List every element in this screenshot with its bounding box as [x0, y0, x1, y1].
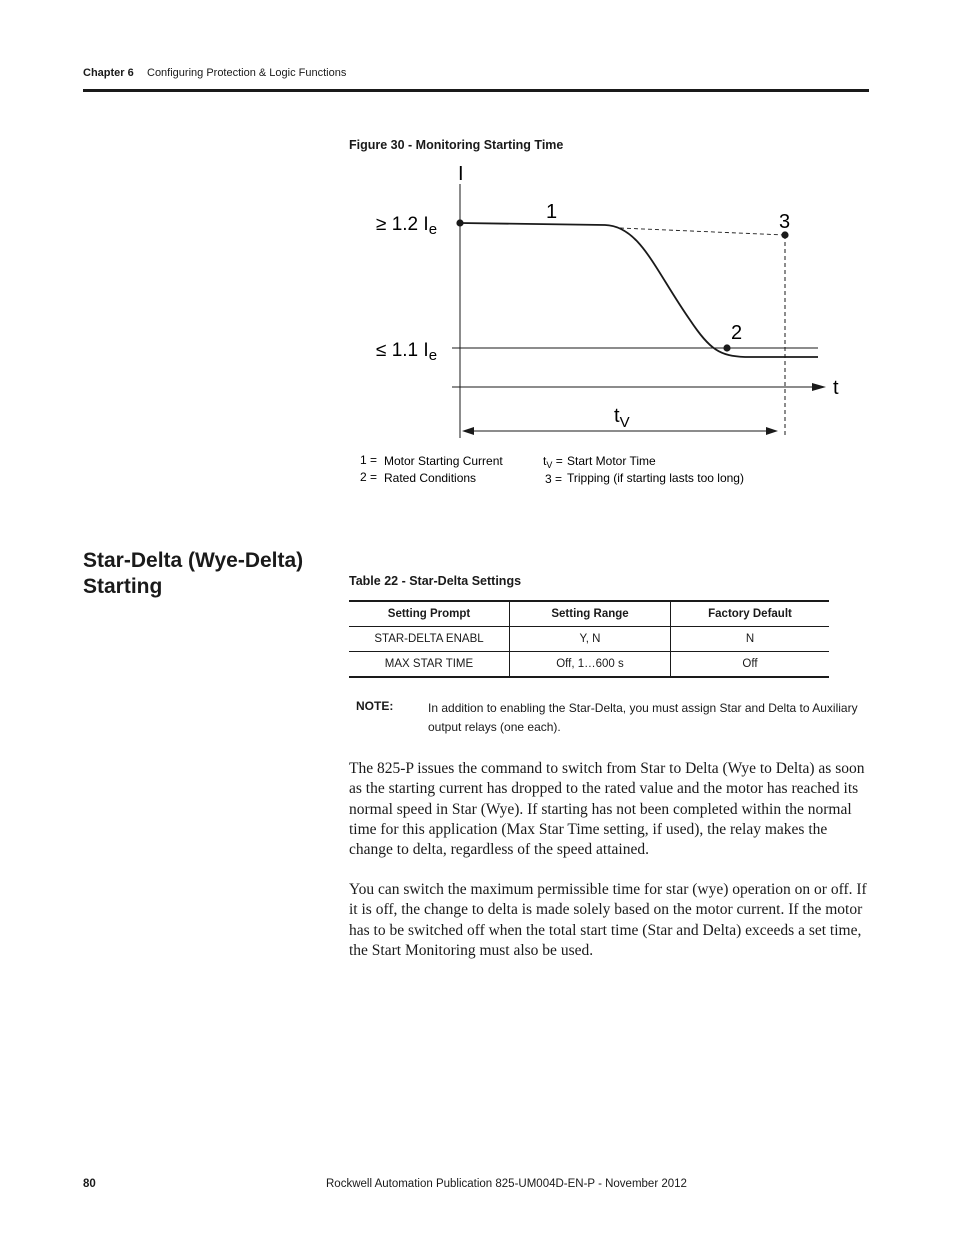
body-paragraph: You can switch the maximum permissible time for star (wye) operation on or off. If it is off, the change to delta is made solely based on the motor current. If the motor has to be switched off when the total start time (Star and Delta) exceeds a set time, the Start Monitoring must also be used.	[349, 881, 867, 959]
cell-factory-default: N	[671, 627, 830, 652]
point-2-label: 2	[731, 322, 743, 344]
body-paragraph: The 825-P issues the command to switch from Star to Delta (Wye to Delta) as soon as the starting current has dropped to the rated value and the motor has reached its normal speed in Star (Wye). If starting has not been completed within the normal time for this application (Max Star Time setting, if used), the relay makes the change to delta, regardless of the speed attained.	[349, 760, 865, 859]
table-header-row	[349, 601, 829, 627]
point-1-label: 1	[546, 201, 558, 223]
monitoring-starting-time-diagram	[350, 160, 850, 500]
legend-3-text: Tripping (if starting lasts too long)	[567, 471, 744, 485]
cell-setting-range: Y, N	[510, 627, 671, 652]
y-axis-label: I	[458, 163, 464, 185]
point-2-marker	[723, 344, 730, 351]
section-heading: Star-Delta (Wye-Delta) Starting	[83, 549, 304, 598]
table-caption: Table 22 - Star-Delta Settings	[349, 574, 522, 588]
level-high-label: ≥ 1.2 $I_e$	[376, 214, 438, 238]
chapter-label: Chapter 6	[83, 67, 134, 79]
note-label: NOTE:	[356, 699, 394, 713]
x-axis-label: t	[833, 377, 839, 399]
tv-arrow-left	[462, 427, 474, 435]
note-text: In addition to enabling the Star-Delta, you must assign Star and Delta to Auxiliary output relays (one each).	[428, 701, 858, 734]
legend-tv-symbol: $t_V$ =	[543, 454, 563, 470]
legend-tv-text: Start Motor Time	[567, 454, 656, 468]
table-row	[349, 627, 829, 652]
cell-setting-prompt: MAX STAR TIME	[349, 652, 510, 678]
legend-1-num: 1 =	[360, 453, 378, 467]
starting-current-curve	[460, 223, 818, 357]
page-number: 80	[83, 1178, 96, 1190]
col-factory-default: Factory Default	[671, 601, 830, 627]
legend-2-num: 2 =	[360, 470, 378, 484]
cell-setting-prompt: STAR-DELTA ENABL	[349, 627, 510, 652]
star-delta-settings-table	[349, 600, 829, 678]
x-axis-arrow	[812, 383, 826, 391]
cell-factory-default: Off	[671, 652, 830, 678]
legend-2-text: Rated Conditions	[384, 471, 477, 485]
trip-dashed-line	[620, 228, 785, 235]
header-rule	[83, 89, 869, 92]
figure-caption: Figure 30 - Monitoring Starting Time	[349, 138, 564, 152]
point-1-marker	[456, 219, 463, 226]
col-setting-range: Setting Range	[510, 601, 671, 627]
table-row	[349, 652, 829, 678]
chapter-title: Configuring Protection & Logic Functions	[147, 67, 347, 79]
point-3-label: 3	[779, 211, 791, 233]
cell-setting-range: Off, 1…600 s	[510, 652, 671, 678]
level-low-label: ≤ 1.1 $I_e$	[376, 340, 438, 364]
legend-3-num: 3 =	[545, 472, 563, 486]
legend-1-text: Motor Starting Current	[384, 454, 503, 468]
tv-label: $t_V$	[614, 405, 630, 431]
tv-arrow-right	[766, 427, 778, 435]
publication-footer: Rockwell Automation Publication 825-UM004D-EN-P - November 2012	[326, 1178, 687, 1190]
col-setting-prompt: Setting Prompt	[349, 601, 510, 627]
